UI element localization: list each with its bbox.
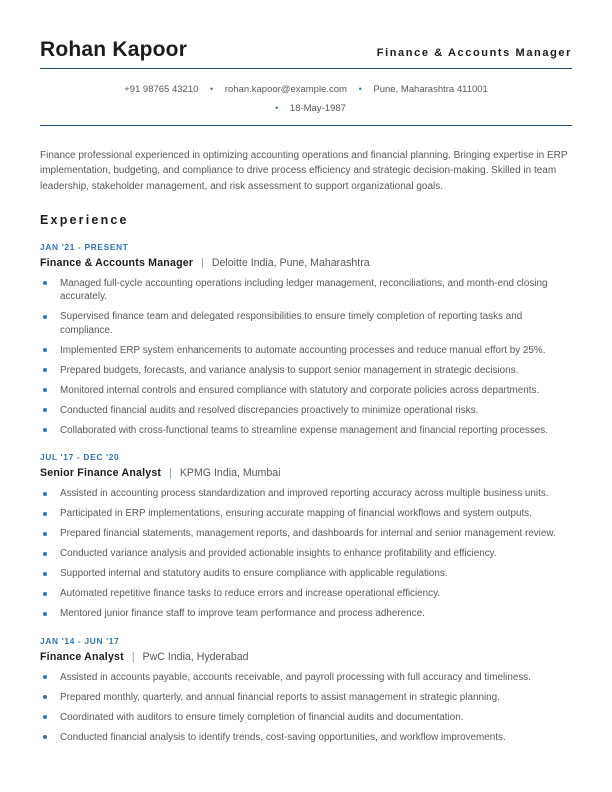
job-bullet-item	[40, 671, 572, 685]
header	[40, 38, 572, 61]
job-bullet-item	[40, 487, 572, 501]
job-company-location: Deloitte India, Pune, Maharashtra	[211, 256, 370, 269]
header-divider	[40, 68, 572, 69]
bullet-dot-icon	[43, 348, 47, 352]
job-bullet-item	[40, 567, 572, 581]
bullet-dot-icon	[43, 368, 47, 372]
contact-divider	[40, 125, 572, 126]
contact-phone: +91 98765 43210	[124, 84, 199, 96]
contact-line-2	[40, 99, 572, 118]
job-bullet-item	[40, 507, 572, 521]
bullet-separator-icon: •	[210, 84, 214, 95]
bullet-dot-icon	[43, 408, 47, 412]
job-bullet-text: Conducted financial analysis to identify trends, cost-saving opportunities, and workflow improvements.	[60, 731, 506, 743]
job-title: Finance & Accounts Manager	[40, 256, 194, 269]
job-bullet-text: Participated in ERP implementations, ensuring accurate mapping of financial workflows and system outputs.	[60, 508, 532, 520]
job-bullet-item	[40, 731, 572, 745]
job-bullet-item	[40, 527, 572, 541]
job-company-location: PwC India, Hyderabad	[142, 650, 249, 663]
person-role-title: Finance & Accounts Manager	[376, 47, 572, 60]
contact-line-1	[40, 80, 572, 99]
job-bullet-item	[40, 607, 572, 621]
job-bullet-item	[40, 364, 572, 378]
bullet-dot-icon	[43, 735, 47, 739]
job-bullets	[40, 277, 572, 438]
contact-email: rohan.kapoor@example.com	[224, 84, 347, 96]
job-title: Finance Analyst	[40, 650, 124, 663]
job-bullet-text: Conducted variance analysis and provided actionable insights to enhance profitability and efficiency.	[60, 548, 497, 560]
summary-paragraph: Finance professional experienced in optimizing accounting operations and financial planning. Bringing expertise in ERP implementation, budgeting, and compliance to drive process efficiency and strategic decision-making. Skilled in team leadership, stakeholder management, and risk assessment to support organizational goals.	[40, 150, 568, 192]
bullet-dot-icon	[43, 695, 47, 699]
job-entry	[40, 452, 572, 621]
job-bullet-text: Prepared budgets, forecasts, and variance analysis to support senior management in strategic decisions.	[60, 364, 519, 376]
job-dates: JAN '21 - PRESENT	[40, 241, 129, 252]
bullet-dot-icon	[43, 512, 47, 516]
job-bullet-item	[40, 711, 572, 725]
job-bullet-text: Prepared monthly, quarterly, and annual financial reports to assist management in strategic planning.	[60, 691, 500, 703]
experience-section-heading: Experience	[40, 212, 129, 227]
bullet-separator-icon: •	[358, 84, 362, 95]
job-bullet-item	[40, 404, 572, 418]
job-title-line	[40, 257, 572, 269]
job-bullet-item	[40, 547, 572, 561]
job-title: Senior Finance Analyst	[40, 467, 162, 480]
job-bullet-text: Managed full-cycle accounting operations including ledger management, reconciliations, and month-end closing accurately.	[60, 277, 548, 303]
job-title-line	[40, 651, 572, 663]
job-bullet-text: Automated repetitive finance tasks to reduce errors and increase operational efficiency.	[60, 588, 441, 600]
bullet-dot-icon	[43, 388, 47, 392]
pipe-separator-icon: |	[169, 467, 172, 480]
job-bullet-text: Collaborated with cross-functional teams to streamline expense management and financial reporting processes.	[60, 424, 548, 436]
job-bullets	[40, 487, 572, 621]
job-bullet-text: Prepared financial statements, management reports, and dashboards for internal and senior management review.	[60, 528, 556, 540]
job-bullet-text: Supervised finance team and delegated responsibilities to ensure timely completion of reporting tasks and compliance.	[60, 311, 523, 336]
job-title-line	[40, 467, 572, 479]
job-bullet-item	[40, 277, 572, 304]
job-bullet-item	[40, 344, 572, 358]
bullet-dot-icon	[43, 675, 47, 679]
bullet-dot-icon	[43, 552, 47, 556]
contact-birth-date: 18-May-1987	[289, 103, 346, 115]
bullet-dot-icon	[43, 715, 47, 719]
job-bullet-item	[40, 384, 572, 398]
job-dates: JUL '17 - DEC '20	[40, 452, 120, 463]
jobs-list	[40, 242, 572, 745]
job-bullet-item	[40, 310, 572, 337]
job-bullet-text: Assisted in accounting process standardization and improved reporting accuracy across multiple business units.	[60, 488, 549, 500]
job-company-location: KPMG India, Mumbai	[179, 467, 281, 480]
pipe-separator-icon: |	[201, 256, 204, 269]
contact-location: Pune, Maharashtra 411001	[373, 84, 488, 96]
bullet-dot-icon	[43, 572, 47, 576]
bullet-dot-icon	[43, 281, 47, 285]
job-bullet-text: Supported internal and statutory audits to ensure compliance with applicable regulations.	[60, 568, 448, 580]
job-bullet-item	[40, 691, 572, 705]
bullet-separator-icon: •	[275, 103, 279, 114]
contact-block	[40, 80, 572, 118]
job-bullet-text: Implemented ERP system enhancements to automate accounting processes and reduce manual effort by 25%.	[60, 344, 546, 356]
job-dates: JAN '14 - JUN '17	[40, 635, 120, 646]
bullet-dot-icon	[43, 592, 47, 596]
job-entry	[40, 636, 572, 745]
job-bullet-text: Mentored junior finance staff to improve team performance and process adherence.	[60, 608, 425, 620]
job-bullet-text: Conducted financial audits and resolved discrepancies proactively to minimize operational risks.	[60, 404, 479, 416]
job-bullets	[40, 671, 572, 745]
bullet-dot-icon	[43, 532, 47, 536]
bullet-dot-icon	[43, 612, 47, 616]
bullet-dot-icon	[43, 428, 47, 432]
job-bullet-item	[40, 587, 572, 601]
job-bullet-text: Monitored internal controls and ensured compliance with statutory and corporate policies across departments.	[60, 384, 540, 396]
person-name: Rohan Kapoor	[40, 38, 188, 61]
bullet-dot-icon	[43, 315, 47, 319]
job-bullet-item	[40, 424, 572, 438]
bullet-dot-icon	[43, 492, 47, 496]
job-bullet-text: Coordinated with auditors to ensure timely completion of financial audits and documentation.	[60, 711, 464, 723]
job-bullet-text: Assisted in accounts payable, accounts receivable, and payroll processing with full accuracy and timeliness.	[60, 671, 531, 683]
pipe-separator-icon: |	[131, 650, 135, 663]
job-entry	[40, 242, 572, 438]
